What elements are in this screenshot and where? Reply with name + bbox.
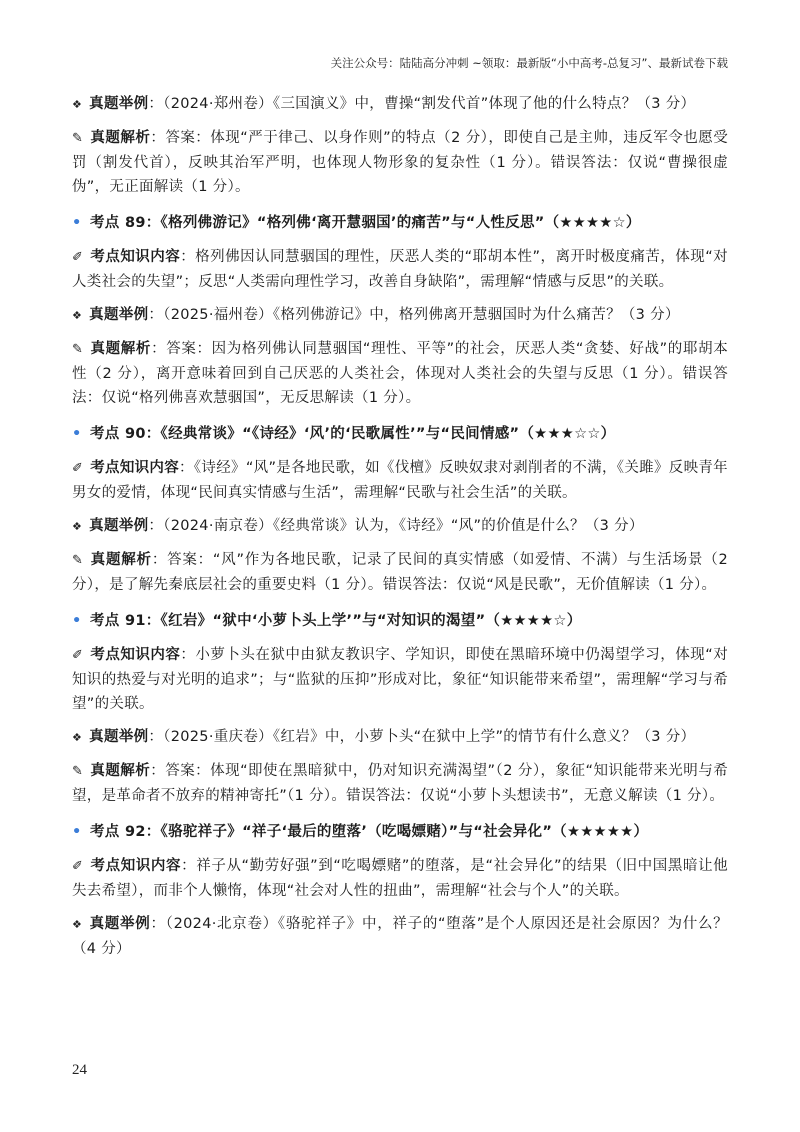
exam-example-label: 真题举例 <box>89 518 149 534</box>
topic-title: 考点 91：《红岩》“狱中‘小萝卜头上学’”与“对知识的渴望”（★★★★☆） <box>90 613 582 629</box>
topic-heading-89 <box>72 211 728 235</box>
exam-example <box>72 92 728 117</box>
pencil-outline-icon: ✐ <box>72 859 84 874</box>
page-header: 关注公众号：陆陆高分冲刺 ~领取：最新版“小中高考-总复习”、最新试卷下载 <box>330 56 728 70</box>
exam-example-label: 真题举例 <box>89 307 149 323</box>
knowledge-text: ：祥子从“勤劳好强”到“吃喝嫖赌”的堕落，是“社会异化”的结果（旧中国黑暗让他失去希望），而非个人懒惰，体现“社会对人性的扭曲”，需理解“社会与个人”的关联。 <box>72 858 728 899</box>
exam-example-label: 真题举例 <box>89 916 151 932</box>
pencil-icon: ✎ <box>72 764 84 779</box>
bullet-icon: • <box>72 824 82 840</box>
knowledge-label: 考点知识内容 <box>90 647 181 663</box>
exam-analysis-text: ：答案：“风”作为各地民歌，记录了民间的真实情感（如爱情、不满）与生活场景（2 分），是了解先秦底层社会的重要史料（1 分）。错误答法：仅说“风是民歌”，无价值解读（1 分）。 <box>72 552 728 593</box>
exam-analysis-text: ：答案：体现“即使在黑暗狱中，仍对知识充满渴望”（2 分），象征“知识能带来光明与希望，是革命者不放弃的精神寄托”（1 分）。错误答法：仅说“小萝卜头想读书”，无意义解读（1 分）。 <box>72 763 728 804</box>
exam-example-text: ：（2025·福州卷）《格列佛游记》中，格列佛离开慧骃国时为什么痛苦？（3 分） <box>148 307 680 323</box>
exam-analysis-label: 真题解析 <box>90 130 151 146</box>
topic-title: 考点 90：《经典常谈》“《诗经》‘风’的‘民歌属性’”与“民间情感”（★★★☆☆） <box>90 426 616 442</box>
topic-heading-92 <box>72 820 728 844</box>
knowledge-label: 考点知识内容 <box>90 249 181 265</box>
exam-example-label: 真题举例 <box>89 96 149 112</box>
exam-analysis <box>72 337 728 410</box>
pencil-outline-icon: ✐ <box>72 250 84 265</box>
bullet-icon: • <box>72 613 82 629</box>
exam-analysis <box>72 759 728 808</box>
knowledge-text: ：《诗经》“风”是各地民歌，如《伐檀》反映奴隶对剥削者的不满，《关雎》反映青年男女的爱情，体现“民间真实情感与生活”，需理解“民歌与社会生活”的关联。 <box>72 460 728 501</box>
page-number: 24 <box>72 1062 87 1078</box>
knowledge-text: ：格列佛因认同慧骃国的理性，厌恶人类的“耶胡本性”，离开时极度痛苦，体现“对人类社会的失望”；反思“人类需向理性学习，改善自身缺陷”，需理解“情感与反思”的关联。 <box>72 249 728 290</box>
diamond-icon: ❖ <box>72 309 83 322</box>
topic-heading-91 <box>72 609 728 633</box>
knowledge-content <box>72 643 728 716</box>
knowledge-content <box>72 456 728 505</box>
pencil-icon: ✎ <box>72 131 84 146</box>
exam-analysis <box>72 548 728 597</box>
exam-example-text: ：（2024·郑州卷）《三国演义》中，曹操“割发代首”体现了他的什么特点？（3 分） <box>148 96 696 112</box>
exam-analysis-label: 真题解析 <box>90 552 152 568</box>
exam-example-text: ：（2024·北京卷）《骆驼祥子》中，祥子的“堕落”是个人原因还是社会原因？为什么？（4 分） <box>72 916 728 957</box>
topic-heading-90 <box>72 422 728 446</box>
knowledge-label: 考点知识内容 <box>90 460 180 476</box>
diamond-icon: ❖ <box>72 520 83 533</box>
pencil-outline-icon: ✐ <box>72 648 84 663</box>
diamond-icon: ❖ <box>72 98 83 111</box>
exam-analysis-text: ：答案：因为格列佛认同慧骃国“理性、平等”的社会，厌恶人类“贪婪、好战”的耶胡本性（2 分），离开意味着回到自己厌恶的人类社会，体现对人类社会的失望与反思（1 分）。错误答法：仅说“格列佛喜欢慧骃国”，无反思解读（1 分）。 <box>72 341 729 406</box>
pencil-icon: ✎ <box>72 342 84 357</box>
exam-analysis <box>72 126 728 199</box>
topic-title: 考点 92：《骆驼祥子》“祥子‘最后的堕落’（吃喝嫖赌）”与“社会异化”（★★★★★） <box>90 824 649 840</box>
exam-example-text: ：（2025·重庆卷）《红岩》中，小萝卜头“在狱中上学”的情节有什么意义？（3 分） <box>148 729 696 745</box>
exam-example <box>72 912 728 961</box>
exam-analysis-label: 真题解析 <box>90 341 152 357</box>
page-content <box>72 92 728 970</box>
exam-analysis-text: ：答案：体现“严于律己、以身作则”的特点（2 分），即使自己是主帅，违反军令也愿受罚（割发代首），反映其治军严明，也体现人物形象的复杂性（1 分）。错误答法：仅说“曹操很虚伪”，无正面解读（1 分）。 <box>72 130 729 195</box>
diamond-icon: ❖ <box>72 918 83 931</box>
exam-example-text: ：（2024·南京卷）《经典常谈》认为，《诗经》“风”的价值是什么？（3 分） <box>148 518 644 534</box>
exam-example <box>72 303 728 328</box>
pencil-icon: ✎ <box>72 553 84 568</box>
pencil-outline-icon: ✐ <box>72 461 84 476</box>
knowledge-label: 考点知识内容 <box>90 858 182 874</box>
knowledge-text: ：小萝卜头在狱中由狱友教识字、学知识，即使在黑暗环境中仍渴望学习，体现“对知识的热爱与对光明的追求”；与“监狱的压抑”形成对比，象征“知识能带来希望”，需理解“学习与希望”的关联。 <box>72 647 728 712</box>
bullet-icon: • <box>72 215 82 231</box>
exam-example-label: 真题举例 <box>89 729 149 745</box>
bullet-icon: • <box>72 426 82 442</box>
knowledge-content <box>72 854 728 903</box>
topic-title: 考点 89：《格列佛游记》“格列佛‘离开慧骃国’的痛苦”与“人性反思”（★★★★☆） <box>90 215 641 231</box>
exam-example <box>72 725 728 750</box>
exam-analysis-label: 真题解析 <box>90 763 151 779</box>
diamond-icon: ❖ <box>72 731 83 744</box>
knowledge-content <box>72 245 728 294</box>
exam-example <box>72 514 728 539</box>
